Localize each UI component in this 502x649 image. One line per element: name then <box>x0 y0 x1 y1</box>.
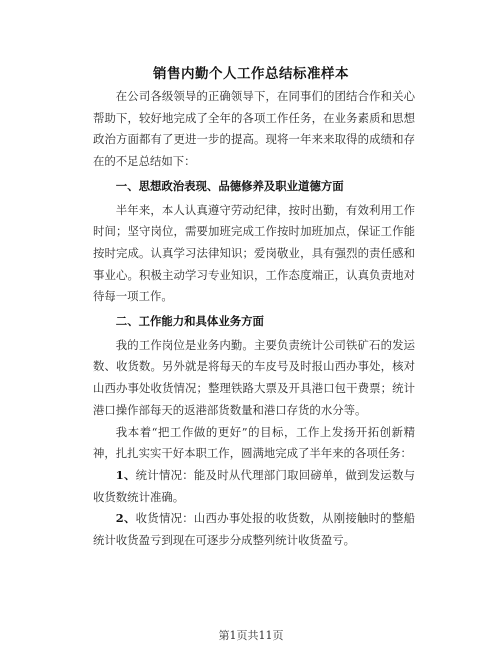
document-body <box>93 86 415 552</box>
section-2-paragraph-1: 我的工作岗位是业务内勤。主要负责统计公司铁矿石的发运数、收货数。另外就是将每天的车皮号及时报山西办事处，核对山西办事处收货情况；整理铁路大票及开具港口包干费票；统计港口操作部每天的返港部货数量和港口存货的水分等。 <box>93 337 415 417</box>
list-item-2-number: 2、 <box>115 511 136 526</box>
document-title: 销售内勤个人工作总结标准样本 <box>153 66 349 82</box>
list-item-1 <box>93 465 415 508</box>
section-1-paragraph: 半年来，本人认真遵守劳动纪律，按时出勤，有效利用工作时间；坚守岗位，需要加班完成工作按时加班加点，保证工作能按时完成。认真学习法律知识；爱岗敬业，具有强烈的责任感和事业心。积极主动学习专业知识，工作态度端正，认真负责地对待每一项工作。 <box>93 202 415 304</box>
intro-paragraph: 在公司各级领导的正确领导下，在同事们的团结合作和关心帮助下，较好地完成了全年的各项工作任务，在业务素质和思想政治方面都有了更进一步的提高。现将一年来来取得的成绩和存在的不足总结如下： <box>93 89 415 169</box>
page-number-footer: 第1页共11页 <box>218 629 284 642</box>
section-1-heading: 一、思想政治表现、品德修养及职业道德方面 <box>115 178 344 193</box>
list-item-1-number: 1、 <box>115 467 136 482</box>
section-2-paragraph-2: 我本着“把工作做的更好”的目标，工作上发扬开拓创新精神，扎扎实实干好本职工作，圆满地完成了半年来的各项任务： <box>93 424 415 461</box>
section-2-heading: 二、工作能力和具体业务方面 <box>115 314 264 329</box>
list-item-1-text: 统计情况：能及时从代理部门取回磅单，做到发运数与收货数统计准确。 <box>93 467 415 504</box>
list-item-2-text: 收货情况：山西办事处报的收货数，从刚接触时的整船统计收货盈亏到现在可逐步分成整列统计收货盈亏。 <box>93 511 415 548</box>
list-item-2 <box>93 508 415 551</box>
